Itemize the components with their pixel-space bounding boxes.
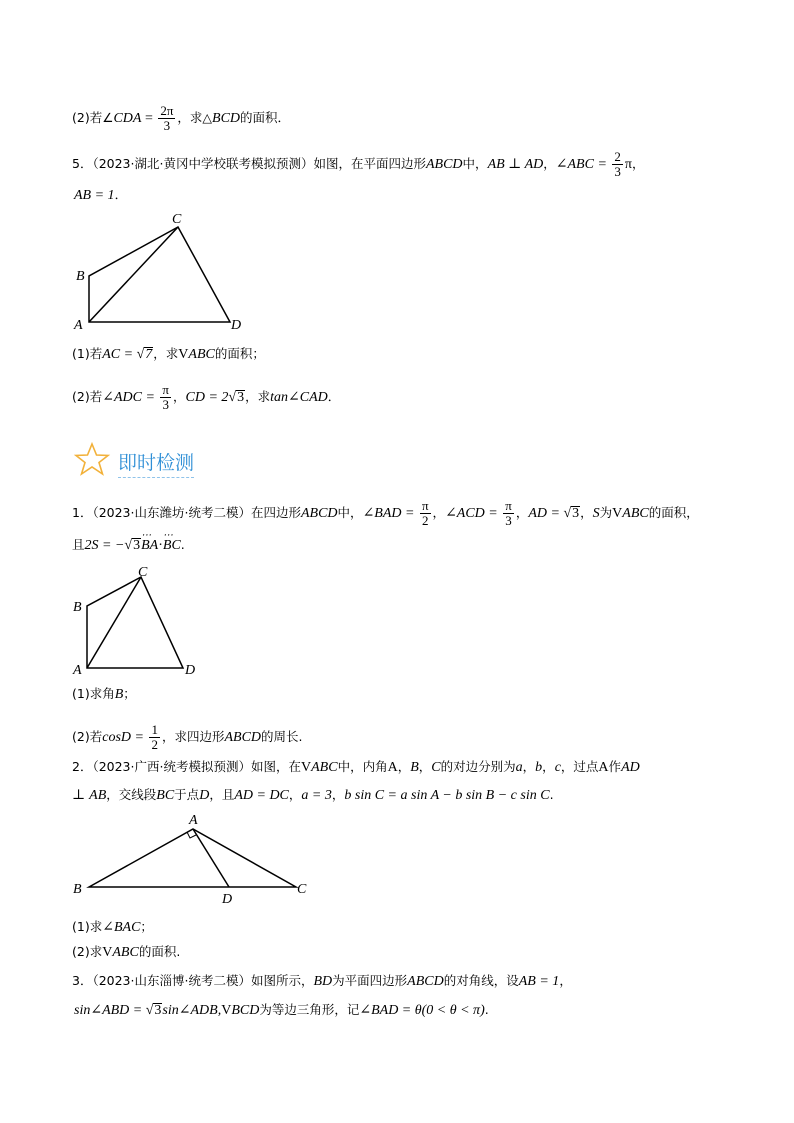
- q5-label-a: A: [74, 318, 83, 333]
- math: BC: [156, 788, 175, 803]
- math: b: [535, 760, 543, 775]
- part-number: (2): [72, 110, 90, 125]
- e2-label-c: C: [297, 882, 307, 897]
- math: AD = DC: [234, 788, 289, 803]
- text: 的面积.: [138, 944, 181, 959]
- text: 的对角线，设: [443, 973, 519, 988]
- math: sin∠ADB,: [162, 1003, 222, 1018]
- question-number: 5．: [72, 156, 93, 171]
- e2-part2: [72, 944, 180, 961]
- fraction: [503, 499, 514, 528]
- vector: ⋯ BA: [141, 538, 158, 554]
- text: ，: [432, 505, 446, 520]
- math: AC =: [102, 347, 137, 362]
- text: 中，: [337, 505, 363, 520]
- text: 如图所示，: [250, 973, 314, 988]
- numerator: 2: [614, 149, 621, 164]
- text: 的面积，: [648, 505, 699, 520]
- text: ，: [522, 759, 536, 774]
- text: ，求四边形: [161, 729, 225, 744]
- math: sin∠ABD =: [74, 1003, 146, 1018]
- math: π: [624, 157, 632, 172]
- q5-diagonal-ac: [89, 227, 178, 322]
- text: ；: [140, 919, 153, 934]
- triangle-symbol: V: [300, 760, 312, 775]
- text: 求: [89, 944, 103, 959]
- text: 在四边形: [250, 505, 301, 520]
- text: ，: [288, 787, 302, 802]
- triangle-symbol: V: [102, 945, 113, 960]
- math: a: [515, 760, 523, 775]
- text: 为平面四边形: [332, 973, 408, 988]
- math: ABC: [622, 506, 649, 521]
- text: 的周长.: [261, 729, 303, 744]
- q5-quadrilateral: [89, 227, 230, 322]
- math: A: [598, 760, 609, 775]
- text: 且: [72, 537, 85, 552]
- e2-label-d: D: [222, 892, 233, 907]
- e2-triangle: [89, 829, 296, 887]
- sqrt-radicand: 3: [237, 390, 245, 405]
- sqrt-radicand: 3: [133, 538, 141, 553]
- math: ABC: [311, 760, 338, 775]
- math: ∠BAD = θ(0 < θ < π): [359, 1003, 485, 1018]
- part-number: (1): [72, 686, 90, 701]
- e2-part1: [72, 919, 153, 936]
- text: 若: [89, 346, 103, 361]
- question-source: （2023·山东潍坊·统考二模）: [92, 505, 251, 520]
- math: cosD =: [102, 730, 148, 745]
- text: .: [549, 787, 554, 802]
- math: CD = 2: [185, 390, 229, 405]
- text: 若∠: [89, 110, 114, 125]
- math: ABCD: [425, 157, 463, 172]
- fraction: [149, 723, 160, 752]
- math: b sin C = a sin A − b sin B − c sin C: [344, 788, 550, 803]
- e1-label-b: B: [73, 600, 82, 615]
- text: 若: [89, 389, 103, 404]
- sqrt-radicand: 7: [145, 347, 153, 362]
- denominator: 3: [162, 397, 169, 412]
- text: ，: [173, 389, 186, 404]
- text: 如图，在平面四边形: [313, 156, 426, 171]
- text: ，: [397, 759, 411, 774]
- part-number: (2): [72, 389, 90, 404]
- math: ABCD: [300, 506, 338, 521]
- q5-figure: [89, 227, 230, 322]
- question-number: 3．: [72, 973, 93, 988]
- fraction: [420, 499, 431, 528]
- text: ，过点: [560, 759, 599, 774]
- question-source: （2023·广西·统考模拟预测）: [92, 759, 251, 774]
- math: D: [199, 788, 210, 803]
- math: C: [431, 760, 441, 775]
- e1-quadrilateral: [87, 577, 183, 668]
- denominator: 3: [163, 118, 171, 133]
- e1-label-c: C: [138, 565, 148, 580]
- math: ∠ACD =: [445, 506, 502, 521]
- e1-figure: [87, 577, 183, 668]
- e2-stem: [72, 759, 640, 776]
- math: AB ⊥ AD: [487, 157, 544, 172]
- triangle-symbol: V: [221, 1003, 232, 1018]
- text: ，: [631, 156, 645, 171]
- math: =: [141, 111, 157, 126]
- text: 作: [608, 759, 622, 774]
- e1-label-a: A: [73, 663, 82, 678]
- star-icon: [76, 444, 108, 474]
- q5-label-b: B: [76, 269, 85, 284]
- vector: ⋯ BC: [163, 538, 181, 554]
- q5-part2: (2)若∠ADC = $\frac{\pi}{3}$ ，CD = 2√3，求tan∠CAD．: [72, 382, 341, 412]
- denominator: 2: [422, 513, 429, 528]
- numerator: π: [162, 382, 169, 397]
- q5-label-c: C: [172, 212, 182, 227]
- denominator: 3: [614, 164, 621, 179]
- math: ·: [158, 538, 163, 553]
- math: ABCD: [224, 730, 262, 745]
- math: 2S = −: [84, 538, 125, 553]
- e2-stem-line2: [72, 787, 554, 804]
- text: ；: [123, 686, 136, 701]
- math: A: [387, 760, 398, 775]
- part-number: (2): [72, 944, 90, 959]
- e1-part2: [72, 723, 303, 752]
- question-number: 2．: [72, 759, 93, 774]
- math: c: [554, 760, 561, 775]
- numerator: π: [421, 498, 429, 513]
- text: ，求△: [177, 110, 213, 125]
- math: AB: [89, 788, 107, 803]
- q5-label-d: D: [231, 318, 242, 333]
- e3-stem-line2: sin∠ABD = √3sin∠ADB,VBCD为等边三角形，记∠BAD = θ(0 < θ < π).: [74, 1002, 489, 1018]
- math: AD =: [528, 506, 564, 521]
- math: BCD: [212, 111, 241, 126]
- math: ABC: [188, 347, 215, 362]
- text: .: [484, 1002, 489, 1017]
- math: AB = 1: [518, 974, 560, 989]
- math: ABC: [112, 945, 139, 960]
- text: ，: [559, 973, 572, 988]
- text: 如图，在: [250, 759, 301, 774]
- part-number: (1): [72, 919, 90, 934]
- q5-part1: (1)若AC = √7，求VABC的面积；: [72, 346, 265, 362]
- e2-segment-ad: [193, 829, 229, 887]
- text: ，且: [209, 787, 235, 802]
- math: ⊥: [72, 788, 86, 803]
- text: ，: [542, 759, 555, 774]
- math: BD: [313, 974, 333, 989]
- part-number: (2): [72, 729, 90, 744]
- e1-label-d: D: [185, 663, 196, 678]
- e1-part1: [72, 686, 136, 703]
- numerator: 2π: [160, 103, 174, 118]
- text: ，: [418, 759, 432, 774]
- math: ∠ABC =: [555, 157, 611, 172]
- text: ，: [580, 505, 593, 520]
- math: AB = 1: [74, 188, 115, 203]
- sqrt-radicand: 3: [572, 506, 580, 521]
- text: 求角: [89, 686, 115, 701]
- e2-figure: [89, 829, 296, 887]
- text: ．: [327, 389, 341, 404]
- e1-stem: 1．（2023·山东潍坊·统考二模）在四边形ABCD中，∠BAD = $\frac{\pi}{2}$ ，∠ACD = $\frac{\pi}{3}$ ，AD = √3，S为VABC的面积，: [72, 498, 699, 528]
- text: 为等边三角形，记: [259, 1002, 360, 1017]
- text: 中，内角: [337, 759, 388, 774]
- math: CDA: [113, 111, 142, 126]
- text: 于点: [174, 787, 200, 802]
- text: 的面积；: [214, 346, 265, 361]
- e2-label-b: B: [73, 882, 82, 897]
- denominator: 2: [151, 737, 158, 752]
- e2-label-a: A: [189, 813, 198, 828]
- text: ，求: [245, 389, 271, 404]
- text: 为: [599, 505, 613, 520]
- text: ，求: [153, 346, 179, 361]
- section-title: 即时检测: [118, 448, 194, 478]
- question-number: 1．: [72, 505, 93, 520]
- numerator: π: [505, 498, 512, 513]
- text: ．: [114, 187, 128, 202]
- text: 的面积．: [240, 110, 291, 125]
- text: 求: [89, 919, 103, 934]
- numerator: 1: [151, 722, 158, 737]
- math: ∠ADC =: [102, 390, 159, 405]
- e1-stem-line2: 且2S = −√3⋯ BA·⋯ BC.: [72, 537, 185, 554]
- text: 中，: [462, 156, 488, 171]
- text: ，: [543, 156, 556, 171]
- triangle-symbol: V: [612, 506, 623, 521]
- part-number: (1): [72, 346, 90, 361]
- denominator: 3: [505, 513, 512, 528]
- math: tan∠CAD: [270, 390, 328, 405]
- text: .: [180, 537, 185, 552]
- math: B: [114, 687, 124, 702]
- e3-stem: [72, 973, 572, 990]
- text: ，: [515, 505, 529, 520]
- math: a = 3: [301, 788, 332, 803]
- math: ABCD: [407, 974, 444, 989]
- text: 的对边分别为: [440, 759, 516, 774]
- math: AD: [621, 760, 640, 775]
- triangle-symbol: V: [178, 347, 189, 362]
- fraction: [160, 383, 171, 412]
- math: ∠BAC: [102, 920, 141, 935]
- question-source: （2023·山东淄博·统考二模）: [92, 973, 251, 988]
- text: ，: [331, 787, 345, 802]
- math: S: [592, 506, 600, 521]
- math: ∠BAD =: [362, 506, 418, 521]
- question-source: （2023·湖北·黄冈中学校联考模拟预测）: [92, 156, 314, 171]
- text: 若: [89, 729, 103, 744]
- text: ，交线段: [106, 787, 157, 802]
- math: B: [410, 760, 419, 775]
- math: BCD: [231, 1003, 260, 1018]
- sqrt-radicand: 3: [154, 1003, 162, 1018]
